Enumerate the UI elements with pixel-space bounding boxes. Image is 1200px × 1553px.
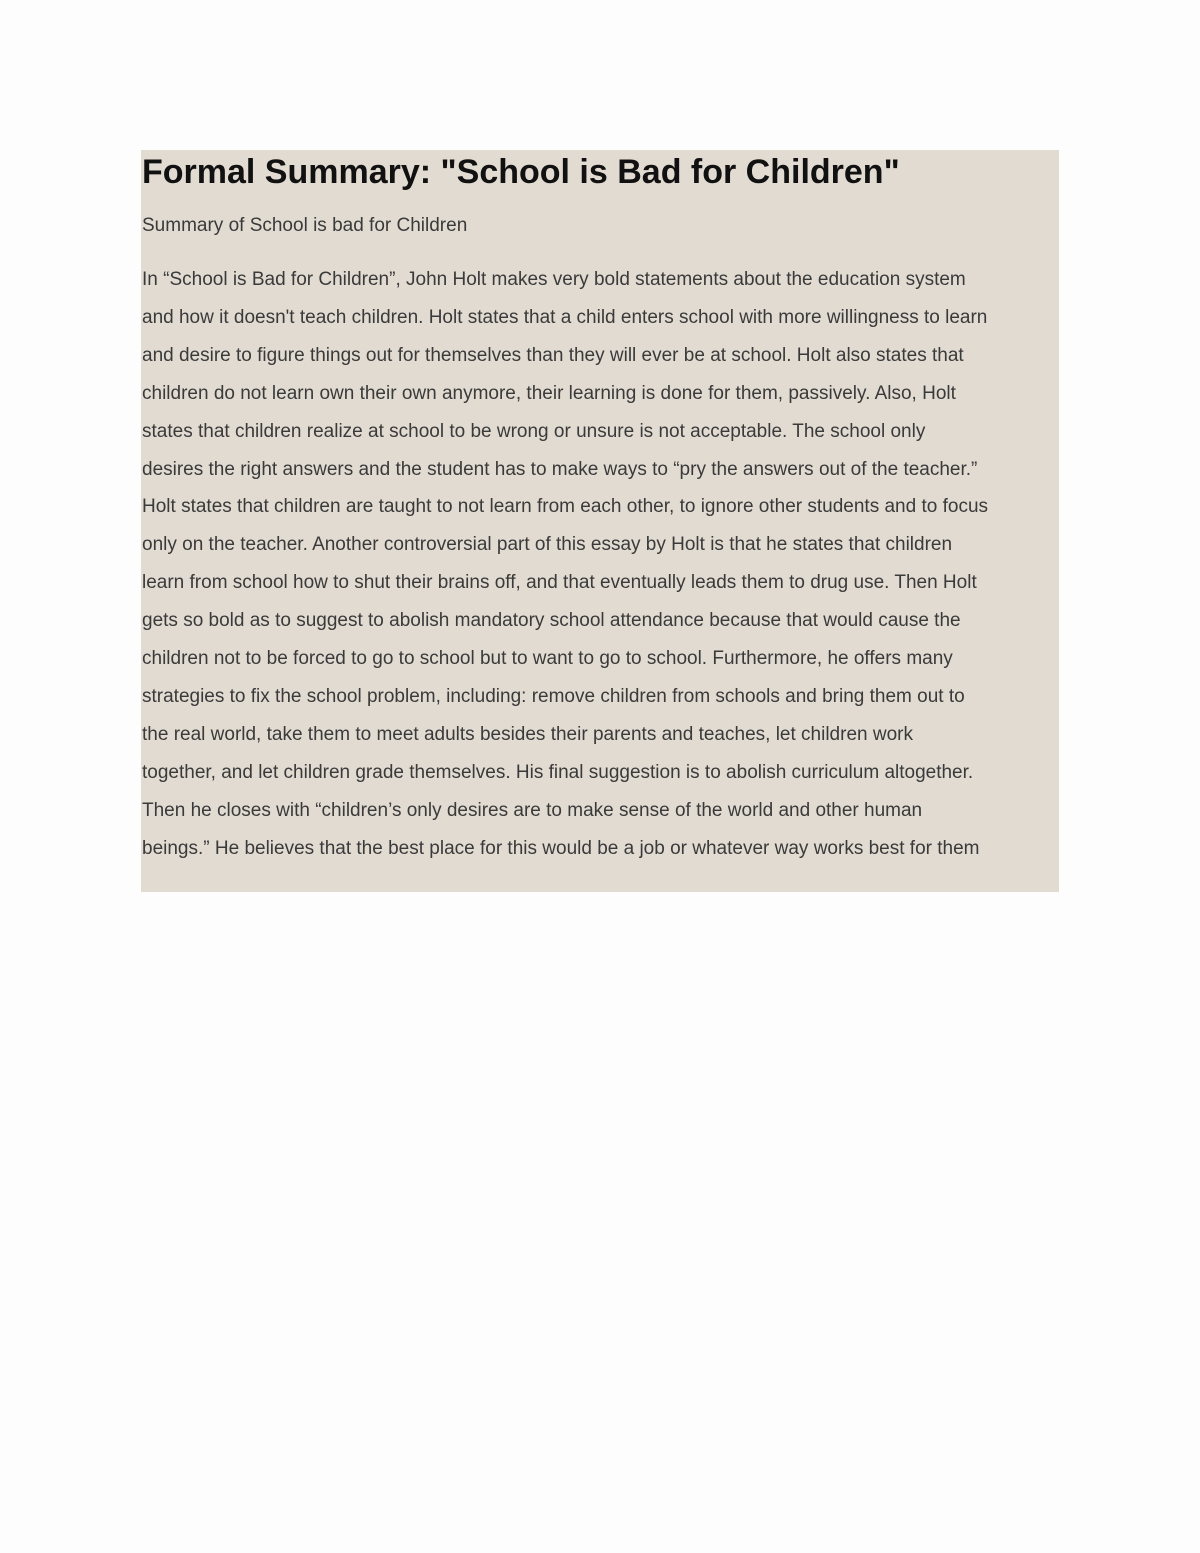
document-subtitle: Summary of School is bad for Children — [142, 215, 468, 236]
body-line: the real world, take them to meet adults besides their parents and teaches, let children work — [142, 723, 913, 745]
body-line: and how it doesn't teach children. Holt states that a child enters school with more willingness to learn — [142, 306, 988, 328]
body-line: beings.” He believes that the best place for this would be a job or whatever way works best for them — [142, 837, 980, 859]
body-line: only on the teacher. Another controversial part of this essay by Holt is that he states that children — [142, 534, 953, 556]
body-line: strategies to fix the school problem, including: remove children from schools and bring them out to — [142, 685, 965, 707]
summary-body-paragraph — [142, 261, 1059, 868]
body-line: and desire to figure things out for themselves than they will ever be at school. Holt also states that — [142, 344, 964, 366]
body-line: children do not learn own their own anymore, their learning is done for them, passively. Also, Holt — [142, 382, 956, 404]
body-line: desires the right answers and the student has to make ways to “pry the answers out of the teacher.” — [142, 458, 978, 480]
body-line: together, and let children grade themselves. His final suggestion is to abolish curriculum altogether. — [142, 761, 974, 783]
body-line: Then he closes with “children’s only desires are to make sense of the world and other human — [142, 799, 923, 821]
body-line: learn from school how to shut their brains off, and that eventually leads them to drug use. Then Holt — [142, 572, 977, 594]
body-line: children not to be forced to go to school but to want to go to school. Furthermore, he offers many — [142, 648, 953, 670]
body-line: states that children realize at school to be wrong or unsure is not acceptable. The school only — [142, 420, 926, 442]
body-line: Holt states that children are taught to not learn from each other, to ignore other students and to focus — [142, 496, 989, 518]
body-line: gets so bold as to suggest to abolish mandatory school attendance because that would cause the — [142, 610, 961, 632]
summary-content-block — [141, 150, 1059, 892]
page-title: Formal Summary: "School is Bad for Children" — [142, 153, 900, 191]
body-line: In “School is Bad for Children”, John Holt makes very bold statements about the education system — [142, 269, 966, 290]
